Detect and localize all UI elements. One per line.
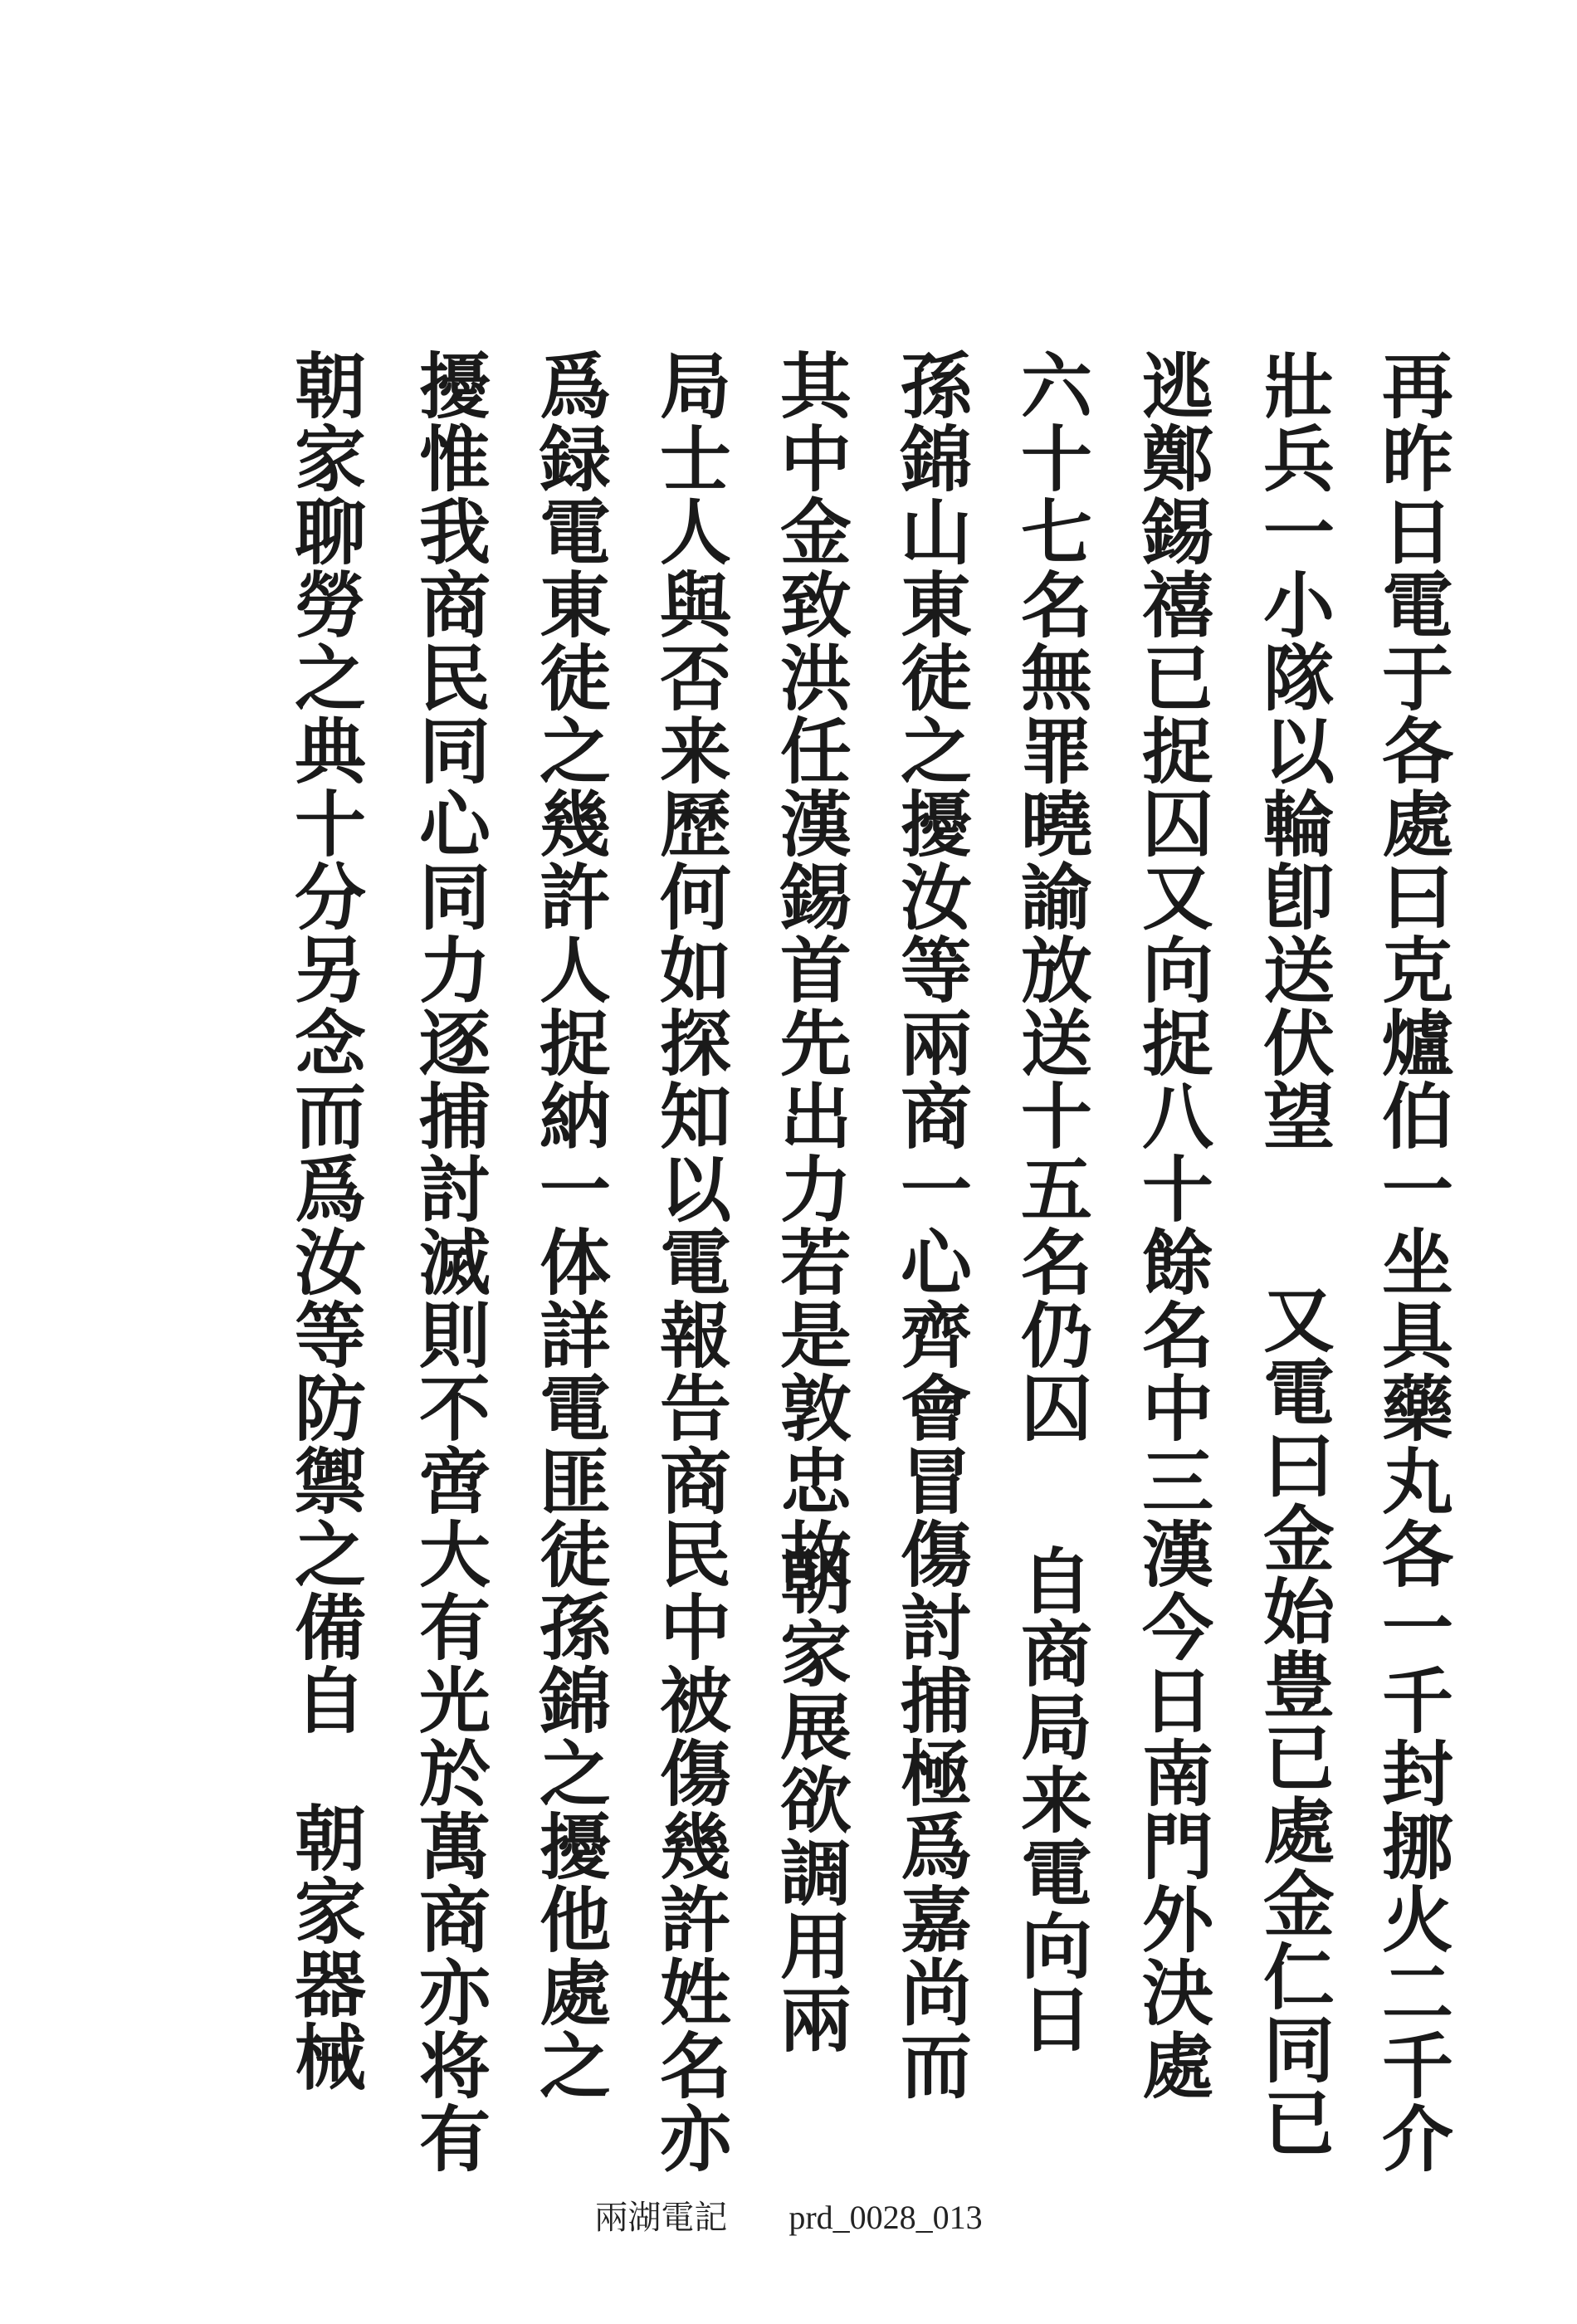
text-column-4b: 自商局来電向日 [1008,1544,1092,2055]
footer-title: 兩湖電記 [594,2199,728,2236]
text-column-8: 爲録電東徒之幾許人捉納一体詳電匪徒孫錦之擾他處之 [527,349,611,2102]
text-column-2: 壯兵一小隊以輪卽送伏望 [1251,349,1335,1152]
text-column-5: 孫錦山東徒之擾汝等兩商一心齊會冒傷討捕極爲嘉尚而 [888,349,972,2102]
text-column-7: 局士人與否来歷何如探知以電報告商民中被傷幾許姓名亦 [647,349,731,2175]
text-column-6b: 朝家展欲調用兩 [768,1544,852,2055]
text-column-4: 六十七名無罪曉諭放送十五名仍囚 [1008,349,1092,1444]
page-footer [0,2191,1577,2239]
text-column-2b: 又電曰金始豊已處金仁同已 [1251,1282,1335,2159]
text-column-10: 朝家聊勞之典十分另念而爲汝等防禦之備自 [282,349,366,1736]
text-column-6: 其中金致洪任漢錫首先出力若是敦忠故 [768,349,852,1590]
text-column-1: 再昨日電于各處曰克爐伯一坐具藥丸各一千封挪火二千介 [1370,349,1453,2175]
text-column-9: 擾惟我商民同心同力逐捕討滅則不啻大有光於萬商亦将有 [407,349,491,2175]
text-column-3: 逃鄭錫禧已捉囚又向捉八十餘名中三漢今日南門外決處 [1130,349,1213,2102]
text-column-10b: 朝家器械 [282,1801,366,2093]
footer-page-id: prd_0028_013 [788,2199,983,2236]
